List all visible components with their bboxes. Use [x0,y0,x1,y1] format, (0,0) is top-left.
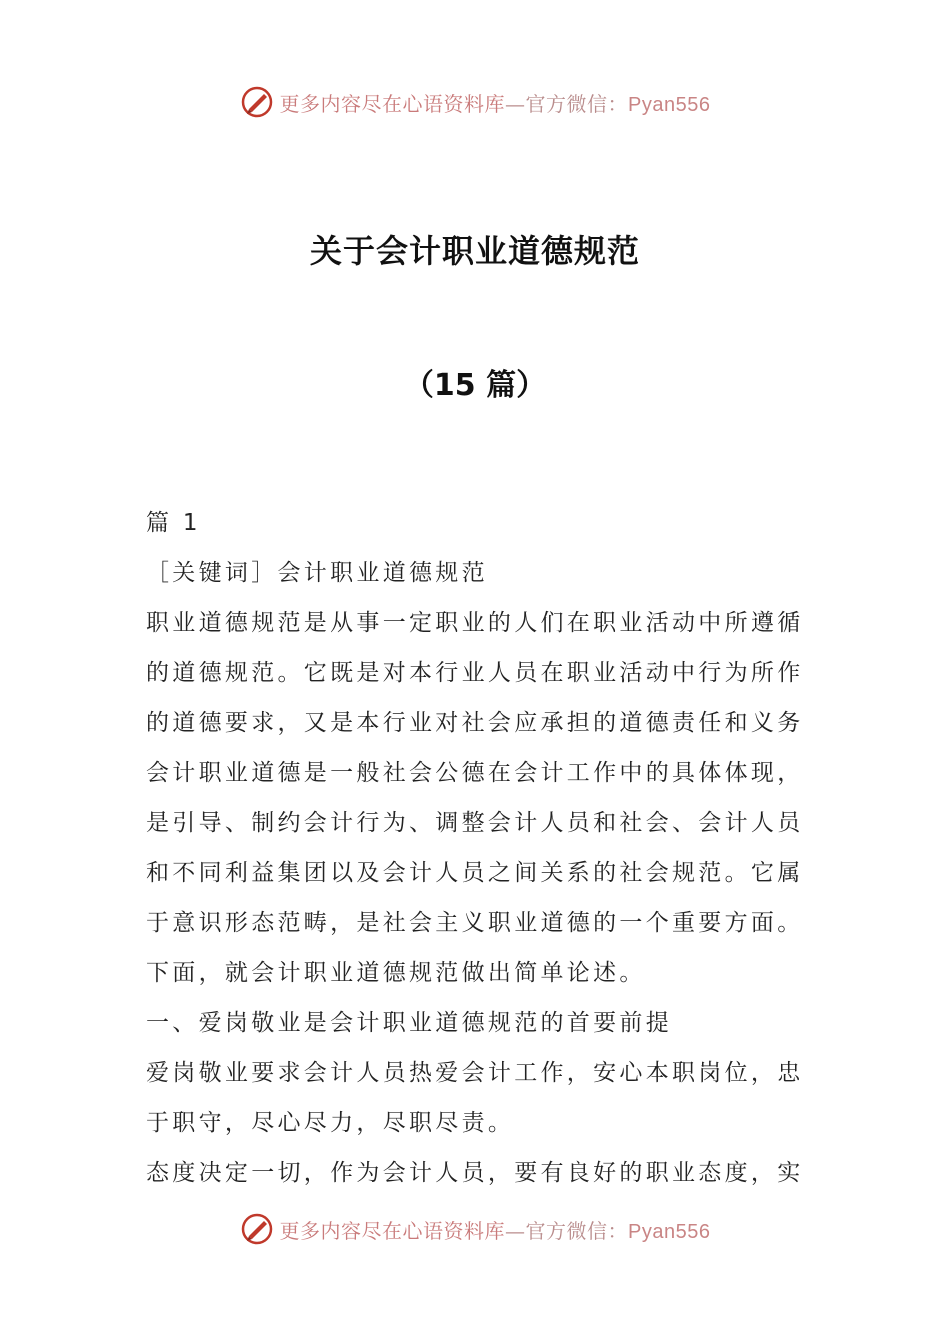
section-heading: 一、爱岗敬业是会计职业道德规范的首要前提 [146,1010,672,1036]
document-subtitle: （15 篇） [403,368,547,403]
watermark-text: 更多内容尽在心语资料库—官方微信：Pyan556 [279,91,711,116]
paragraph-line: 于职守，尽心尽力，尽职尽责。 [146,1110,515,1136]
document-title: 关于会计职业道德规范 [309,232,640,270]
footer-watermark [0,1207,950,1251]
paragraph-line: 下面，就会计职业道德规范做出简单论述。 [146,960,646,986]
pen-logo-icon [240,85,274,119]
paragraph-line: 会计职业道德是一般社会公德在会计工作中的具体体现， [146,760,804,786]
watermark-text: 更多内容尽在心语资料库—官方微信：Pyan556 [279,1218,711,1243]
pen-logo-icon [240,1212,274,1246]
paragraph-line: 爱岗敬业要求会计人员热爱会计工作，安心本职岗位，忠 [146,1060,804,1086]
paragraph-line: 态度决定一切，作为会计人员，要有良好的职业态度，实 [146,1160,804,1186]
paragraph-line: 是引导、制约会计行为、调整会计人员和社会、会计人员 [146,810,804,836]
header-watermark [0,80,950,124]
paragraph-line: 的道德要求，又是本行业对社会应承担的道德责任和义务 [146,710,804,736]
keywords-line: ［关键词］会计职业道德规范 [146,560,488,586]
document-body [146,498,806,1198]
paragraph-line: 的道德规范。它既是对本行业人员在职业活动中行为所作 [146,660,804,686]
paragraph-line: 和不同利益集团以及会计人员之间关系的社会规范。它属 [146,860,804,886]
chapter-heading: 篇 1 [146,510,201,536]
paragraph-line: 职业道德规范是从事一定职业的人们在职业活动中所遵循 [146,610,804,636]
paragraph-line: 于意识形态范畴，是社会主义职业道德的一个重要方面。 [146,910,804,936]
